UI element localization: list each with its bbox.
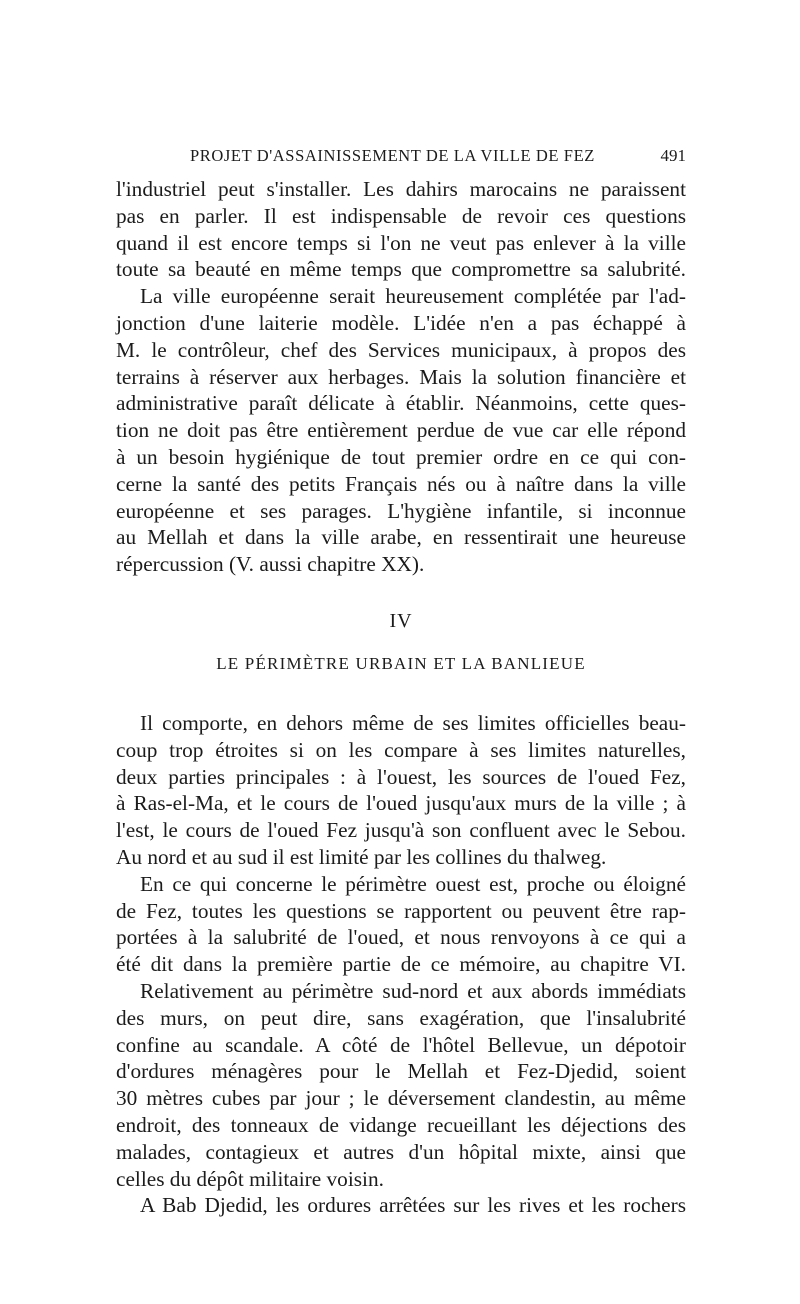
text-line: En ce qui concerne le périmètre ouest est, proche ou éloigné <box>140 871 686 896</box>
running-head <box>116 146 686 176</box>
text-line: cerne la santé des petits Français nés ou à naître dans la ville <box>116 471 686 496</box>
text-line: deux parties principales : à l'ouest, les sources de l'oued Fez, <box>116 764 686 789</box>
text-line: A Bab Djedid, les ordures arrêtées sur les rives et les rochers <box>140 1193 686 1218</box>
text-line: confine au scandale. A côté de l'hôtel Bellevue, un dépotoir <box>116 1032 686 1057</box>
text-line: européenne et ses parages. L'hygiène infantile, si inconnue <box>116 498 686 523</box>
text-line: l'industriel peut s'installer. Les dahirs marocains ne paraissent <box>116 177 686 201</box>
text-line: des murs, on peut dire, sans exagération, que l'insalubrité <box>116 1005 686 1030</box>
paragraph-5 <box>116 978 686 1192</box>
text-line: administrative paraît délicate à établir. Néanmoins, cette ques- <box>116 391 686 416</box>
text-line: terrains à réserver aux herbages. Mais la solution financière et <box>116 364 686 389</box>
text-line: toute sa beauté en même temps que compromettre sa salubrité. <box>116 257 686 282</box>
text-line: malades, contagieux et autres d'un hôpital mixte, ainsi que <box>116 1139 686 1164</box>
text-line: été dit dans la première partie de ce mémoire, au chapitre VI. <box>116 952 686 977</box>
text-line: répercussion (V. aussi chapitre XX). <box>116 552 425 577</box>
section-spacer <box>116 682 686 710</box>
text-line: au Mellah et dans la ville arabe, en ressentirait une heureuse <box>116 525 686 550</box>
page-number: 491 <box>660 146 686 165</box>
text-line: d'ordures ménagères pour le Mellah et Fez-Djedid, soient <box>116 1059 686 1084</box>
paragraph-1 <box>116 176 686 283</box>
text-line: coup trop étroites si on les compare à ses limites naturelles, <box>116 737 686 762</box>
text-line: Au nord et au sud il est limité par les collines du thalweg. <box>116 844 607 869</box>
text-line: M. le contrôleur, chef des Services municipaux, à propos des <box>116 337 686 362</box>
text-line: endroit, des tonneaux de vidange recueillant les déjections des <box>116 1112 686 1137</box>
text-line: jonction d'une laiterie modèle. L'idée n'en a pas échappé à <box>116 310 686 335</box>
text-line: à Ras-el-Ma, et le cours de l'oued jusqu'aux murs de la ville ; à <box>116 791 686 816</box>
text-line: pas en parler. Il est indispensable de revoir ces questions <box>116 203 686 228</box>
text-line: Relativement au périmètre sud-nord et aux abords immédiats <box>140 978 686 1003</box>
text-line: de Fez, toutes les questions se rapportent ou peuvent être rap- <box>116 898 686 923</box>
text-line: Il comporte, en dehors même de ses limites officielles beau- <box>140 710 686 735</box>
running-head-title: PROJET D'ASSAINISSEMENT DE LA VILLE DE FEZ <box>190 146 595 165</box>
text-line: l'est, le cours de l'oued Fez jusqu'à son confluent avec le Sebou. <box>116 818 686 843</box>
text-line: quand il est encore temps si l'on ne veut pas enlever à la ville <box>116 230 686 255</box>
document-page <box>116 146 686 1219</box>
paragraph-4 <box>116 871 686 978</box>
section-number: IV <box>389 609 413 632</box>
text-line: portées à la salubrité de l'oued, et nous renvoyons à ce qui a <box>116 925 686 950</box>
text-line: tion ne doit pas être entièrement perdue de vue car elle répond <box>116 418 686 443</box>
text-line: La ville européenne serait heureusement complétée par l'ad- <box>140 284 686 309</box>
paragraph-3 <box>116 710 686 871</box>
paragraph-2 <box>116 283 686 578</box>
section-title: LE PÉRIMÈTRE URBAIN ET LA BANLIEUE <box>216 653 586 673</box>
paragraph-6 <box>116 1192 686 1219</box>
text-line: celles du dépôt militaire voisin. <box>116 1166 384 1191</box>
text-line: 30 mètres cubes par jour ; le déversement clandestin, au même <box>116 1086 686 1111</box>
text-line: à un besoin hygiénique de tout premier ordre en ce qui con- <box>116 444 686 469</box>
